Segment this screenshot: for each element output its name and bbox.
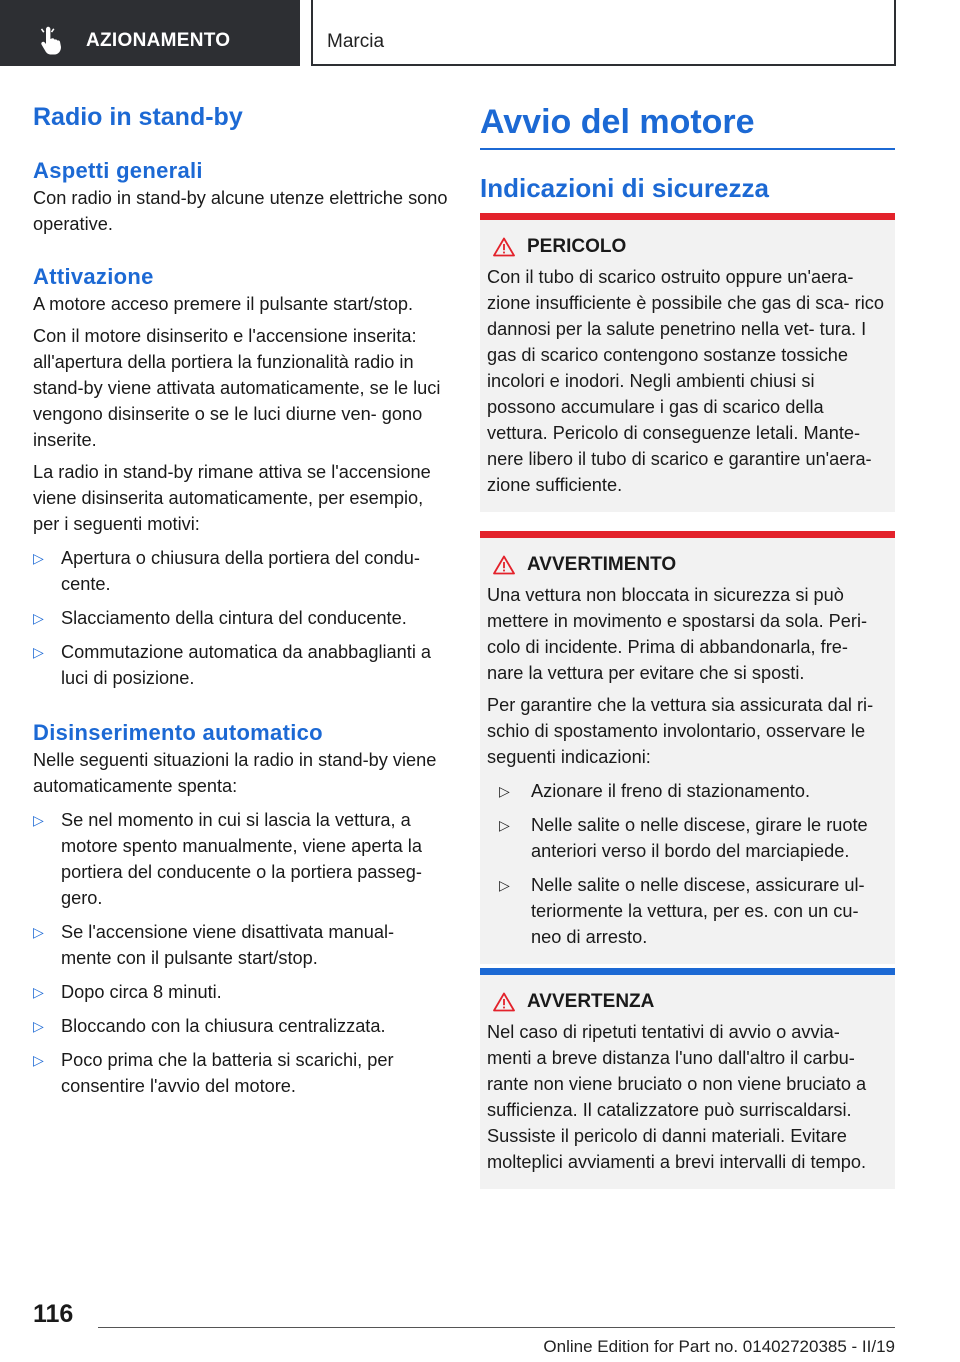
triangle-bullet-icon: ▷ [499,817,510,833]
list-item: ▷ Nelle salite o nelle discese, assicurare ul‐ teriormente la vettura, per es. con un cu‐ neo di arresto. [495,872,886,950]
warning-box [480,531,895,964]
list-item: ▷ Slacciamento della cintura del conducente. [33,605,449,631]
triangle-bullet-icon: ▷ [33,1018,44,1034]
notice-title: AVVERTENZA [487,989,886,1015]
list-item: ▷ Bloccando con la chiusura centralizzata. [33,1013,449,1039]
general-text: Con radio in stand-by alcune utenze elettriche sono operative. [33,188,448,234]
triangle-bullet-icon: ▷ [33,610,44,626]
list-item: ▷ Nelle salite o nelle discese, girare le ruote anteriori verso il bordo del marciapiede. [495,812,886,864]
danger-bar [480,213,895,220]
list-item: ▷ Azionare il freno di stazionamento. [495,778,886,804]
left-column [33,102,449,1099]
list-item: ▷ Poco prima che la batteria si scarichi, per consentire l'avvio del motore. [33,1047,449,1099]
notice-box [480,968,895,1189]
auto-off-heading: Disinserimento automatico [33,720,323,745]
section-title: AZIONAMENTO [86,30,231,51]
notice-text: Nel caso di ripetuti tentativi di avvio o avvia‐ menti a breve distanza l'uno dall'altro il carbu‐ rante non viene bruciato o non viene bruciato a sufficienza. Il catalizzatore può surriscaldarsi. Sussiste il pericolo di danni materiali. Evitare molteplici avviamenti a brevi intervalli di tempo. [487,1022,867,1172]
activation-heading: Attivazione [33,264,154,289]
danger-text: Con il tubo di scarico ostruito oppure un'aera‐ zione insufficiente è possibile che gas di sca‐ rico dannosi per la salute penetrino nella vet‐ tura. I gas di scarico contengono sostanze tossiche incolori e inodori. Negli ambienti chiusi si possono accumulare i gas di scarico della vettura. Pericolo di conseguenze letali. Mante‐ nere libero il tubo di scarico e garantire un'aera‐ zione sufficiente. [487,267,884,495]
footer-edition: Online Edition for Part no. 01402720385 - II/19 [543,1337,895,1356]
list-item: ▷ Se l'accensione viene disattivata manual‐ mente con il pulsante start/stop. [33,919,449,971]
header-chapter-box [311,0,896,66]
triangle-bullet-icon: ▷ [33,924,44,940]
general-heading: Aspetti generali [33,158,203,183]
triangle-bullet-icon: ▷ [499,877,510,893]
list-item: ▷ Se nel momento in cui si lascia la vettura, a motore spento manualmente, viene aperta la portiera del conducente o la portiera passeg‐ gero. [33,807,449,911]
header-section-tab [0,0,300,66]
warning-triangle-icon [493,992,515,1012]
list-item: ▷ Apertura o chiusura della portiera del condu‐ cente. [33,545,449,597]
triangle-bullet-icon: ▷ [33,550,44,566]
activation-paragraph-1: A motore acceso premere il pulsante start/stop. [33,294,414,314]
warning-triangle-icon [493,237,515,257]
triangle-bullet-icon: ▷ [499,783,510,799]
auto-off-list [33,807,449,1099]
danger-title: PERICOLO [487,234,886,260]
warning-bar [480,531,895,538]
heading-rule [480,148,895,150]
warning-triangle-icon [493,555,515,575]
auto-off-text: Nelle seguenti situazioni la radio in stand-by viene automaticamente spenta: [33,750,437,796]
right-column [480,100,895,204]
triangle-bullet-icon: ▷ [33,644,44,660]
warning-title: AVVERTIMENTO [487,552,886,578]
engine-start-heading: Avvio del motore [480,103,755,141]
activation-paragraph-3: La radio in stand-by rimane attiva se l'accensione viene disinserita automaticamente, per esempio, per i seguenti motivi: [33,462,431,534]
warning-list [487,778,886,950]
notice-bar [480,968,895,975]
warning-paragraph-1: Una vettura non bloccata in sicurezza si può mettere in movimento e spostarsi da sola. Peri‐ colo di incidente. Prima di abbandonarla, fre‐ nare la vettura per evitare che si sposti. [487,585,868,683]
chapter-title: Marcia [327,31,385,52]
triangle-bullet-icon: ▷ [33,984,44,1000]
radio-standby-heading: Radio in stand-by [33,103,243,131]
danger-box [480,213,895,512]
list-item: ▷ Dopo circa 8 minuti. [33,979,449,1005]
activation-list [33,545,449,691]
triangle-bullet-icon: ▷ [33,1052,44,1068]
list-item: ▷ Commutazione automatica da anabbaglianti a luci di posizione. [33,639,449,691]
warning-paragraph-2: Per garantire che la vettura sia assicurata dal ri‐ schio di spostamento involontario, osservare le seguenti indicazioni: [487,695,874,767]
activation-paragraph-2: Con il motore disinserito e l'accensione inserita: all'apertura della portiera la funzionalità radio in stand-by viene attivata automaticamente, se le luci vengono disinserite o se le luci diurne ven‐ gono inserite. [33,326,441,450]
footer-rule [98,1327,895,1328]
page-number: 116 [33,1300,74,1328]
hand-pointer-icon [38,26,64,56]
safety-heading: Indicazioni di sicurezza [480,173,769,203]
triangle-bullet-icon: ▷ [33,812,44,828]
